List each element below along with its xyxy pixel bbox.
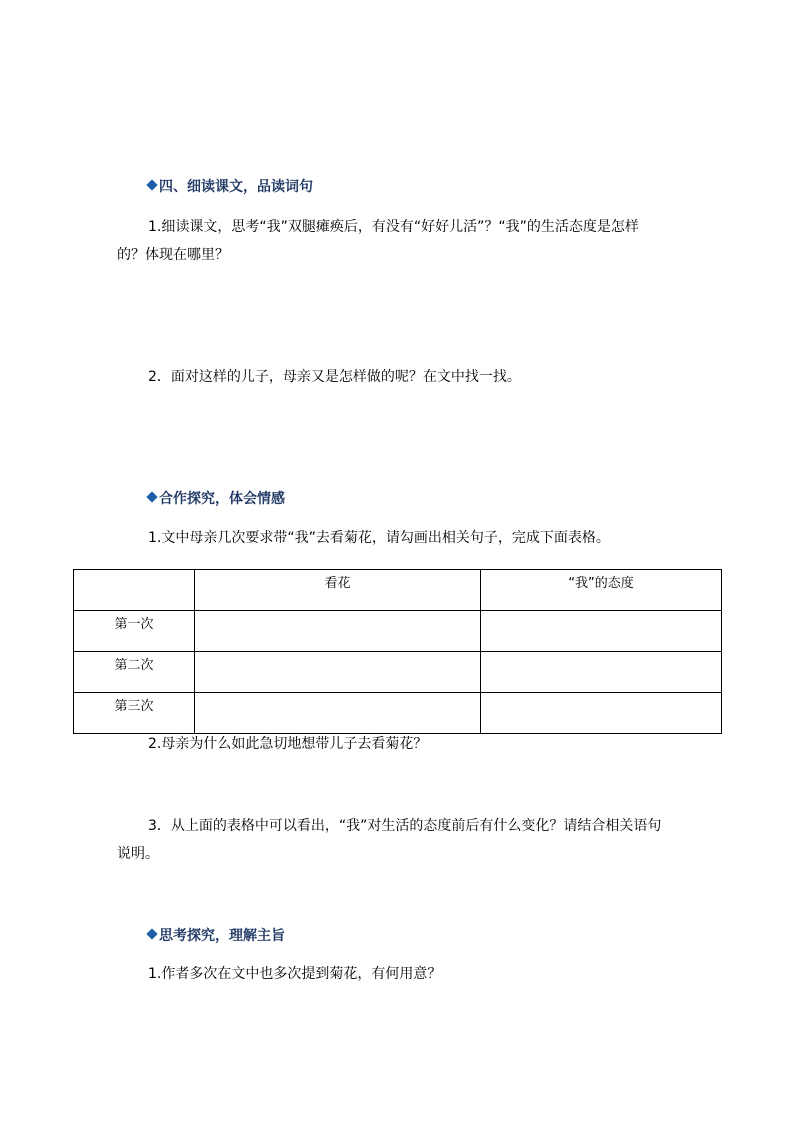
table-row-label: 第二次 xyxy=(74,652,195,693)
diamond-bullet-icon xyxy=(146,179,157,190)
question-2: 2．面对这样的儿子，母亲又是怎样做的呢？在文中找一找。 xyxy=(148,369,521,385)
table-cell xyxy=(481,693,722,734)
table-cell xyxy=(481,652,722,693)
table-row xyxy=(74,652,722,693)
section-heading-cooperation: 合作探究，体会情感 xyxy=(148,488,285,508)
question-1-line-2: 的？体现在哪里？ xyxy=(117,247,229,263)
table-cell xyxy=(195,693,481,734)
section-heading-theme: 思考探究，理解主旨 xyxy=(148,925,285,945)
table-cell xyxy=(481,611,722,652)
table-row-label: 第三次 xyxy=(74,693,195,734)
table-cell xyxy=(195,652,481,693)
diamond-bullet-icon xyxy=(146,491,157,502)
coop-question-1: 1.文中母亲几次要求带“我”去看菊花，请勾画出相关句子，完成下面表格。 xyxy=(148,530,610,546)
theme-question-1: 1.作者多次在文中也多次提到菊花，有何用意？ xyxy=(148,966,442,982)
table-row xyxy=(74,611,722,652)
table-row-label: 第一次 xyxy=(74,611,195,652)
diamond-bullet-icon xyxy=(146,928,157,939)
table-header-cell xyxy=(74,570,195,611)
coop-question-2: 2.母亲为什么如此急切地想带儿子去看菊花？ xyxy=(148,736,428,752)
coop-question-3-line-1: 3．从上面的表格中可以看出，“我”对生活的态度前后有什么变化？请结合相关语句 xyxy=(148,818,662,834)
table-header-row xyxy=(74,570,722,611)
answer-table xyxy=(73,569,722,734)
table-cell xyxy=(195,611,481,652)
table-header-cell: 看花 xyxy=(195,570,481,611)
table-header-cell: “我”的态度 xyxy=(481,570,722,611)
coop-question-3-line-2: 说明。 xyxy=(117,846,159,862)
section-heading-reading: 四、细读课文，品读词句 xyxy=(148,176,313,196)
table-row xyxy=(74,693,722,734)
question-1-line-1: 1.细读课文，思考“我”双腿瘫痪后，有没有“好好儿活”？“我”的生活态度是怎样 xyxy=(148,219,639,235)
